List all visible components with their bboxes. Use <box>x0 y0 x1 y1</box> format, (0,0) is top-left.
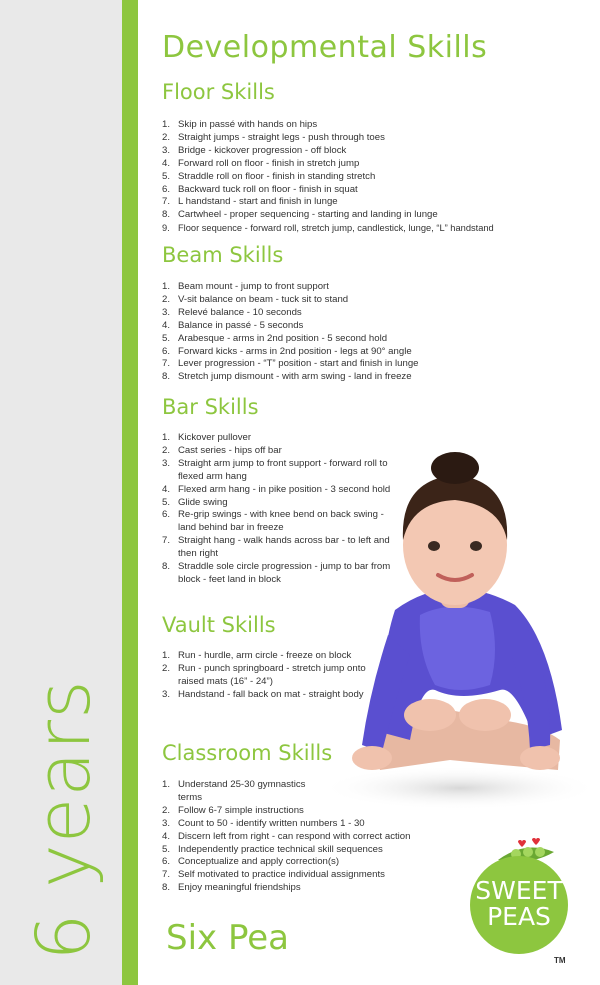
list-item: 9. Floor sequence - forward roll, stretch jump, candlestick, lunge, “L” handstand <box>162 223 494 234</box>
list-item: 6. Conceptualize and apply correction(s) <box>162 856 340 868</box>
list-item: 1. Kickover pullover <box>162 432 252 443</box>
list-item: 2. Cast series - hips off bar <box>162 444 282 456</box>
list-item: 7. Straight hang - walk hands across bar - to left and then right <box>162 535 390 560</box>
vault-skills-title: Vault Skills <box>162 613 276 637</box>
list-item: 3. Straight arm jump to front support - forward roll to flexed arm hang <box>162 457 388 482</box>
accent-bar <box>122 0 138 985</box>
list-item: 4. Flexed arm hang - in pike position - 3 second hold <box>162 483 391 495</box>
list-item: 2. Follow 6-7 simple instructions <box>162 804 304 816</box>
list-item: 1. Beam mount - jump to front support <box>162 281 329 292</box>
logo-text-sweet: SWEET <box>475 876 563 905</box>
list-item: 8. Enjoy meaningful friendships <box>162 882 301 894</box>
list-item: 5. Arabesque - arms in 2nd position - 5 second hold <box>162 332 388 344</box>
list-item: 3. Count to 50 - identify written numbers 1 - 30 <box>162 817 365 829</box>
list-item: 7. Self motivated to practice individual assignments <box>162 869 385 881</box>
list-item: 2. V-sit balance on beam - tuck sit to stand <box>162 293 349 305</box>
footer-title: Six Pea <box>166 918 290 958</box>
list-item: 5. Glide swing <box>162 496 228 508</box>
gymnast-photo <box>300 440 600 830</box>
trademark-mark: TM <box>554 956 566 965</box>
list-item: 7. Lever progression - “T” position - start and finish in lunge <box>162 358 419 370</box>
list-item: 1. Skip in passé with hands on hips <box>162 119 318 130</box>
list-item: 5. Independently practice technical skill sequences <box>162 843 383 855</box>
page-title: Developmental Skills <box>162 30 488 65</box>
beam-skills-title: Beam Skills <box>162 243 284 267</box>
list-item: 2. Run - punch springboard - stretch jump onto raised mats (16” - 24”) <box>162 662 366 687</box>
list-item: 2. Straight jumps - straight legs - push through toes <box>162 131 385 143</box>
classroom-skills-title: Classroom Skills <box>162 741 333 765</box>
list-item: 4. Forward roll on floor - finish in stretch jump <box>162 157 360 169</box>
list-item: 3. Bridge - kickover progression - off block <box>162 144 347 156</box>
list-item: 3. Handstand - fall back on mat - straight body <box>162 688 364 700</box>
list-item: 6. Re-grip swings - with knee bend on back swing - land behind bar in freeze <box>162 509 384 534</box>
list-item: 6. Backward tuck roll on floor - finish in squat <box>162 183 358 195</box>
logo-text-peas: PEAS <box>487 902 551 931</box>
sweet-peas-logo <box>466 838 576 968</box>
bar-skills-title: Bar Skills <box>162 395 259 419</box>
list-item: 4. Balance in passé - 5 seconds <box>162 319 304 331</box>
age-label: 6 years <box>21 679 107 961</box>
list-item: 8. Stretch jump dismount - with arm swing - land in freeze <box>162 371 412 383</box>
list-item: 7. L handstand - start and finish in lunge <box>162 196 338 208</box>
beam-skills-list <box>162 281 419 384</box>
list-item: 8. Straddle sole circle progression - jump to bar from block - feet land in block <box>162 561 391 585</box>
list-item: 5. Straddle roll on floor - finish in standing stretch <box>162 170 376 182</box>
floor-skills-list <box>162 119 494 235</box>
list-item: 1. Understand 25-30 gymnastics terms <box>162 779 306 803</box>
list-item: 4. Discern left from right - can respond with correct action <box>162 830 411 842</box>
list-item: 3. Relevé balance - 10 seconds <box>162 306 302 318</box>
floor-skills-title: Floor Skills <box>162 80 275 104</box>
list-item: 8. Cartwheel - proper sequencing - starting and landing in lunge <box>162 209 438 221</box>
list-item: 6. Forward kicks - arms in 2nd position - legs at 90° angle <box>162 345 412 357</box>
list-item: 1. Run - hurdle, arm circle - freeze on block <box>162 650 352 661</box>
